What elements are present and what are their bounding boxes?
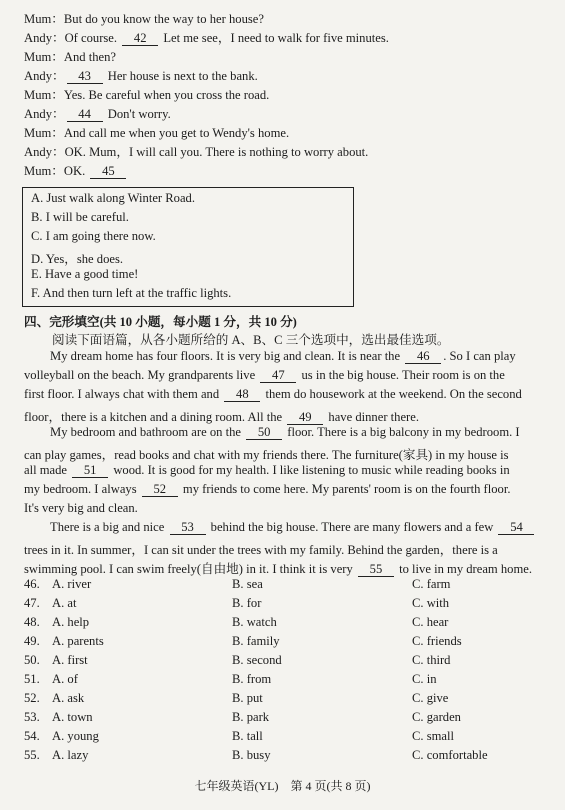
line-text: all made <box>24 463 71 477</box>
line-text: floor，there is a kitchen and a dining room. All the <box>24 410 286 424</box>
choice-b[interactable]: B. for <box>232 596 262 610</box>
line-text: behind the big house. There are many flowers and a few <box>207 520 497 534</box>
choice-a[interactable]: A. parents <box>52 634 104 648</box>
answer-blank[interactable]: 42 <box>122 31 158 46</box>
choice-c[interactable]: C. third <box>412 653 451 667</box>
answer-blank[interactable]: 44 <box>67 107 103 122</box>
line-text: Mum：Yes. Be careful when you cross the road. <box>24 88 270 102</box>
line-text: Mum：And then? <box>24 50 116 64</box>
choice-c[interactable]: C. comfortable <box>412 748 488 762</box>
instruction: 阅读下面语篇，从各小题所给的 A、B、C 三个选项中，选出最佳选项。 <box>52 333 450 347</box>
dialogue-line <box>24 105 171 123</box>
answer-blank[interactable]: 48 <box>224 387 260 402</box>
line-text: us in the big house. Their room is on the <box>298 368 505 382</box>
choice-a[interactable]: A. at <box>52 596 77 610</box>
choice-b[interactable]: B. park <box>232 710 270 724</box>
dialogue-line <box>24 67 258 85</box>
question-row <box>24 729 544 747</box>
question-number: 52. <box>24 691 40 705</box>
answer-blank[interactable]: 54 <box>498 520 534 535</box>
line-text: Andy：Of course. <box>24 31 121 45</box>
line-text: Andy： <box>24 69 65 83</box>
option-item: B. I will be careful. <box>31 210 129 224</box>
line-text: Her house is next to the bank. <box>104 69 258 83</box>
choice-c[interactable]: C. farm <box>412 577 451 591</box>
dialogue-line <box>24 10 264 28</box>
line-text: first floor. I always chat with them and <box>24 387 223 401</box>
line-text: to live in my dream home. <box>395 562 533 576</box>
line-text: wood. It is good for my health. I like listening to music while reading books in <box>110 463 510 477</box>
passage-line <box>50 425 520 440</box>
passage-line <box>50 349 516 364</box>
answer-blank[interactable]: 45 <box>90 164 126 179</box>
choice-c[interactable]: C. with <box>412 596 450 610</box>
choice-b[interactable]: B. busy <box>232 748 271 762</box>
dialogue-line <box>24 86 269 104</box>
choice-a[interactable]: A. lazy <box>52 748 89 762</box>
choice-a[interactable]: A. first <box>52 653 88 667</box>
line-text: There is a big and nice <box>50 520 168 534</box>
line-text: Andy： <box>24 107 65 121</box>
option-item: C. I am going there now. <box>31 229 156 243</box>
question-number: 50. <box>24 653 40 667</box>
option-item: E. Have a good time! <box>31 267 139 281</box>
dialogue-line <box>24 124 289 142</box>
question-number: 47. <box>24 596 40 610</box>
passage-line <box>24 444 509 463</box>
option-item: A. Just walk along Winter Road. <box>31 191 196 205</box>
line-text: Andy：OK. Mum，I will call you. There is nothing to worry about. <box>24 145 369 159</box>
line-text: have dinner there. <box>325 410 419 424</box>
choice-b[interactable]: B. watch <box>232 615 277 629</box>
answer-blank[interactable]: 49 <box>287 410 323 425</box>
choice-c[interactable]: C. in <box>412 672 437 686</box>
question-row <box>24 577 544 595</box>
option-item: F. And then turn left at the traffic lights. <box>31 286 232 300</box>
line-text: them do housework at the weekend. On the second <box>262 387 522 401</box>
line-text: Let me see，I need to walk for five minutes. <box>160 31 389 45</box>
choice-a[interactable]: A. help <box>52 615 90 629</box>
line-text: Don't worry. <box>104 107 171 121</box>
passage-line <box>24 368 505 383</box>
question-row <box>24 710 544 728</box>
choice-b[interactable]: B. family <box>232 634 280 648</box>
answer-blank[interactable]: 51 <box>72 463 108 478</box>
line-text: trees in it. In summer，I can sit under the trees with my family. Behind the garden，there is a <box>24 543 498 557</box>
answer-blank[interactable]: 50 <box>246 425 282 440</box>
dialogue-line <box>24 143 368 161</box>
question-number: 55. <box>24 748 40 762</box>
answer-blank[interactable]: 53 <box>170 520 206 535</box>
line-text: My dream home has four floors. It is very big and clean. It is near the <box>50 349 404 363</box>
line-text: my friends to come here. My parents' room is on the fourth floor. <box>179 482 511 496</box>
line-text: Mum：OK. <box>24 164 89 178</box>
choice-c[interactable]: C. hear <box>412 615 449 629</box>
question-number: 49. <box>24 634 40 648</box>
choice-c[interactable]: C. garden <box>412 710 461 724</box>
options-box <box>22 187 354 307</box>
choice-c[interactable]: C. small <box>412 729 454 743</box>
choice-b[interactable]: B. sea <box>232 577 263 591</box>
line-text: volleyball on the beach. My grandparents live <box>24 368 259 382</box>
question-number: 54. <box>24 729 40 743</box>
passage-line <box>24 463 510 478</box>
line-text: swimming pool. I can swim freely(自由地) in it. I think it is very <box>24 562 356 576</box>
dialogue-line <box>24 162 128 180</box>
choice-b[interactable]: B. second <box>232 653 282 667</box>
choice-a[interactable]: A. young <box>52 729 99 743</box>
choice-c[interactable]: C. give <box>412 691 449 705</box>
question-number: 53. <box>24 710 40 724</box>
question-row <box>24 691 544 709</box>
answer-blank[interactable]: 47 <box>260 368 296 383</box>
section-title: 四、完形填空(共 10 小题，每小题 1 分，共 10 分) <box>24 315 297 329</box>
choice-a[interactable]: A. ask <box>52 691 85 705</box>
choice-b[interactable]: B. from <box>232 672 272 686</box>
line-text: my bedroom. I always <box>24 482 140 496</box>
line-text: My bedroom and bathroom are on the <box>50 425 245 439</box>
dialogue-line <box>24 48 116 66</box>
question-number: 51. <box>24 672 40 686</box>
choice-a[interactable]: A. river <box>52 577 92 591</box>
dialogue-line <box>24 29 389 47</box>
choice-a[interactable]: A. of <box>52 672 78 686</box>
answer-blank[interactable]: 46 <box>405 349 441 364</box>
line-text: Mum：And call me when you get to Wendy's home. <box>24 126 290 140</box>
answer-blank[interactable]: 55 <box>358 562 394 577</box>
page-footer: 七年级英语(YL) 第 4 页(共 8 页) <box>194 779 371 793</box>
answer-blank[interactable]: 43 <box>67 69 103 84</box>
question-row <box>24 672 544 690</box>
line-text: It's very big and clean. <box>24 501 138 515</box>
passage-line <box>24 406 419 425</box>
passage-line <box>24 482 510 497</box>
line-text: . So I can play <box>443 349 516 363</box>
answer-blank[interactable]: 52 <box>142 482 178 497</box>
option-item: D. Yes，she does. <box>31 252 124 266</box>
choice-b[interactable]: B. tall <box>232 729 263 743</box>
question-row <box>24 653 544 671</box>
passage-line <box>24 558 532 577</box>
line-text: can play games，read books and chat with my friends there. The furniture(家具) in my house is <box>24 448 509 462</box>
passage-line <box>24 501 138 516</box>
line-text: Mum：But do you know the way to her house? <box>24 12 264 26</box>
passage-line <box>50 520 536 535</box>
choice-b[interactable]: B. put <box>232 691 263 705</box>
question-row <box>24 596 544 614</box>
line-text: floor. There is a big balcony in my bedroom. I <box>284 425 520 439</box>
choice-a[interactable]: A. town <box>52 710 93 724</box>
choice-c[interactable]: C. friends <box>412 634 462 648</box>
question-number: 48. <box>24 615 40 629</box>
question-row <box>24 615 544 633</box>
passage-line <box>24 387 522 402</box>
passage-line <box>24 539 498 558</box>
question-row <box>24 634 544 652</box>
question-number: 46. <box>24 577 40 591</box>
question-row <box>24 748 544 766</box>
